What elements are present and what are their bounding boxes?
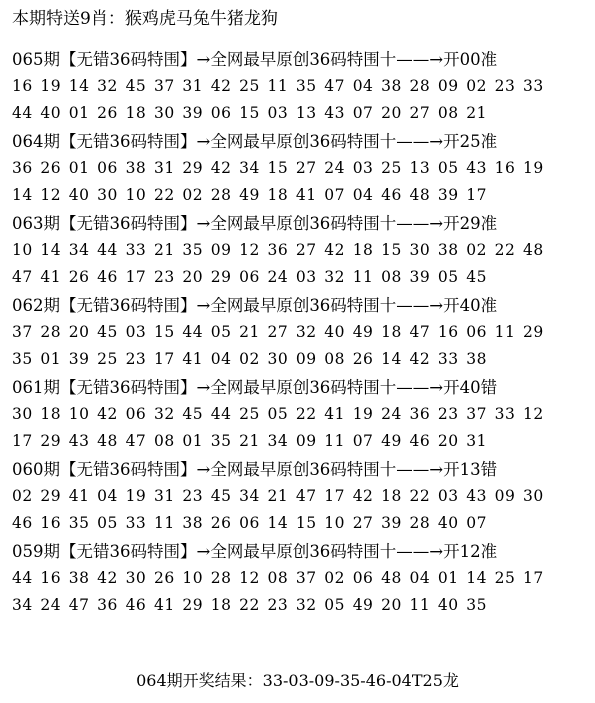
- number-cell: 08: [267, 569, 289, 587]
- number-cell: 11: [267, 77, 289, 95]
- number-cell: 30: [125, 569, 147, 587]
- number-cell: 21: [267, 487, 289, 505]
- number-cell: 11: [494, 323, 516, 341]
- number-cell: 07: [352, 104, 374, 122]
- number-cell: 33: [437, 350, 459, 368]
- number-cell: 11: [352, 268, 374, 286]
- number-cell: 47: [12, 268, 33, 286]
- number-cell: 35: [295, 77, 317, 95]
- number-cell: 37: [153, 77, 175, 95]
- number-cell: 17: [466, 186, 487, 204]
- number-cell: 23: [125, 350, 147, 368]
- number-cell: 36: [409, 405, 431, 423]
- number-cell: 06: [125, 405, 147, 423]
- number-cell: 18: [352, 241, 374, 259]
- number-cell: 49: [381, 432, 402, 450]
- number-cell: 22: [409, 487, 431, 505]
- number-cell: 41: [68, 487, 90, 505]
- number-cell: 49: [239, 186, 260, 204]
- issue-block: [12, 46, 587, 128]
- number-cell: 30: [267, 350, 289, 368]
- number-row: [12, 100, 587, 127]
- number-row: [12, 483, 587, 510]
- number-cell: 09: [437, 77, 459, 95]
- number-row: [12, 510, 587, 537]
- number-row: [12, 237, 587, 264]
- number-cell: 26: [352, 350, 374, 368]
- number-cell: 27: [295, 241, 317, 259]
- number-cell: 17: [523, 569, 544, 587]
- number-cell: 34: [267, 432, 289, 450]
- number-cell: 29: [40, 432, 62, 450]
- number-cell: 29: [182, 596, 204, 614]
- number-cell: 29: [182, 159, 204, 177]
- number-cell: 23: [267, 596, 289, 614]
- number-cell: 14: [267, 514, 289, 532]
- number-cell: 23: [153, 268, 175, 286]
- number-row: [12, 155, 587, 182]
- number-cell: 48: [409, 186, 431, 204]
- number-cell: 33: [125, 241, 147, 259]
- number-cell: 35: [210, 432, 232, 450]
- number-cell: 41: [295, 186, 317, 204]
- number-cell: 46: [12, 514, 33, 532]
- number-cell: 37: [466, 405, 487, 423]
- number-row: [12, 565, 587, 592]
- number-cell: 18: [210, 596, 232, 614]
- number-cell: 40: [68, 186, 90, 204]
- number-cell: 21: [153, 241, 175, 259]
- number-cell: 38: [466, 350, 487, 368]
- number-cell: 36: [267, 241, 289, 259]
- number-cell: 36: [97, 596, 118, 614]
- number-cell: 03: [437, 487, 459, 505]
- number-cell: 40: [437, 514, 459, 532]
- number-cell: 07: [466, 514, 487, 532]
- number-cell: 44: [182, 323, 204, 341]
- number-cell: 01: [68, 159, 90, 177]
- number-cell: 38: [125, 159, 147, 177]
- number-cell: 25: [239, 77, 260, 95]
- number-cell: 08: [153, 432, 175, 450]
- number-cell: 26: [210, 514, 232, 532]
- number-cell: 18: [381, 487, 402, 505]
- number-cell: 05: [437, 159, 459, 177]
- number-cell: 20: [381, 596, 402, 614]
- number-cell: 16: [12, 77, 33, 95]
- number-cell: 47: [68, 596, 90, 614]
- number-cell: 49: [352, 596, 374, 614]
- number-cell: 38: [437, 241, 459, 259]
- number-cell: 14: [40, 241, 62, 259]
- number-cell: 10: [68, 405, 90, 423]
- header-line: 本期特送9肖：猴鸡虎马兔牛猪龙狗: [12, 9, 278, 29]
- number-cell: 30: [153, 104, 175, 122]
- number-cell: 22: [239, 596, 260, 614]
- number-cell: 45: [182, 405, 204, 423]
- number-cell: 24: [40, 596, 62, 614]
- number-cell: 02: [466, 241, 487, 259]
- number-cell: 25: [97, 350, 118, 368]
- number-cell: 14: [381, 350, 402, 368]
- number-cell: 46: [381, 186, 402, 204]
- number-cell: 03: [295, 268, 317, 286]
- number-cell: 32: [295, 596, 317, 614]
- number-cell: 17: [12, 432, 33, 450]
- number-cell: 05: [437, 268, 459, 286]
- number-cell: 43: [466, 159, 487, 177]
- number-cell: 40: [324, 323, 346, 341]
- number-cell: 33: [523, 77, 544, 95]
- number-cell: 19: [352, 405, 374, 423]
- number-cell: 26: [68, 268, 90, 286]
- number-cell: 42: [352, 487, 374, 505]
- number-cell: 27: [267, 323, 289, 341]
- number-cell: 37: [12, 323, 33, 341]
- number-cell: 26: [153, 569, 175, 587]
- number-cell: 03: [125, 323, 147, 341]
- number-cell: 33: [125, 514, 147, 532]
- number-cell: 06: [97, 159, 118, 177]
- number-cell: 13: [295, 104, 317, 122]
- number-cell: 18: [125, 104, 147, 122]
- number-cell: 11: [324, 432, 346, 450]
- number-cell: 12: [239, 569, 260, 587]
- number-cell: 35: [12, 350, 33, 368]
- number-cell: 34: [239, 159, 260, 177]
- number-cell: 16: [40, 569, 62, 587]
- number-cell: 06: [466, 323, 487, 341]
- number-cell: 15: [267, 159, 289, 177]
- number-cell: 08: [324, 350, 346, 368]
- number-cell: 15: [239, 104, 260, 122]
- number-cell: 39: [409, 268, 431, 286]
- number-cell: 02: [12, 487, 33, 505]
- number-cell: 31: [153, 159, 175, 177]
- number-cell: 42: [97, 569, 118, 587]
- number-cell: 27: [409, 104, 431, 122]
- number-cell: 25: [239, 405, 260, 423]
- number-cell: 12: [239, 241, 260, 259]
- number-cell: 46: [97, 268, 118, 286]
- number-cell: 39: [68, 350, 90, 368]
- issue-block: [12, 456, 587, 538]
- number-cell: 25: [494, 569, 516, 587]
- issue-title: 059期【无错36码特围】→全网最早原创36码特围十——→开12准: [12, 542, 498, 561]
- number-cell: 34: [68, 241, 90, 259]
- number-row: [12, 346, 587, 373]
- number-cell: 42: [210, 77, 232, 95]
- number-cell: 26: [40, 159, 62, 177]
- number-cell: 05: [97, 514, 118, 532]
- number-cell: 29: [523, 323, 544, 341]
- number-cell: 42: [97, 405, 118, 423]
- issue-title: 060期【无错36码特围】→全网最早原创36码特围十——→开13错: [12, 460, 498, 479]
- number-cell: 20: [182, 268, 204, 286]
- number-cell: 28: [210, 186, 232, 204]
- number-cell: 38: [381, 77, 402, 95]
- number-cell: 17: [153, 350, 175, 368]
- number-cell: 29: [210, 268, 232, 286]
- number-cell: 38: [182, 514, 204, 532]
- number-cell: 08: [381, 268, 402, 286]
- number-cell: 39: [381, 514, 402, 532]
- issue-title: 064期【无错36码特围】→全网最早原创36码特围十——→开25准: [12, 132, 498, 151]
- number-cell: 28: [409, 77, 431, 95]
- number-cell: 30: [12, 405, 33, 423]
- issue-block: [12, 538, 587, 620]
- number-cell: 47: [125, 432, 147, 450]
- number-cell: 42: [210, 159, 232, 177]
- number-cell: 01: [40, 350, 62, 368]
- number-cell: 01: [437, 569, 459, 587]
- number-cell: 47: [324, 77, 346, 95]
- number-cell: 45: [466, 268, 487, 286]
- number-row: [12, 401, 587, 428]
- number-cell: 18: [381, 323, 402, 341]
- number-cell: 44: [12, 569, 33, 587]
- number-cell: 26: [97, 104, 118, 122]
- number-cell: 09: [494, 487, 516, 505]
- number-cell: 24: [324, 159, 346, 177]
- number-cell: 20: [68, 323, 90, 341]
- draw-result-line: 064期开奖结果：33-03-09-35-46-04T25龙: [136, 671, 459, 690]
- number-cell: 20: [381, 104, 402, 122]
- issue-block: [12, 292, 587, 374]
- number-cell: 07: [352, 432, 374, 450]
- number-cell: 41: [324, 405, 346, 423]
- number-cell: 05: [324, 596, 346, 614]
- number-cell: 09: [295, 350, 317, 368]
- issue-block: [12, 374, 587, 456]
- number-row: [12, 264, 587, 291]
- number-cell: 18: [267, 186, 289, 204]
- number-cell: 45: [97, 323, 118, 341]
- number-cell: 35: [182, 241, 204, 259]
- number-cell: 12: [523, 405, 544, 423]
- number-cell: 20: [437, 432, 459, 450]
- number-cell: 48: [523, 241, 544, 259]
- number-cell: 21: [239, 323, 260, 341]
- number-cell: 41: [153, 596, 175, 614]
- number-cell: 45: [210, 487, 232, 505]
- number-cell: 05: [267, 405, 289, 423]
- number-cell: 08: [437, 104, 459, 122]
- number-cell: 41: [182, 350, 204, 368]
- number-cell: 04: [210, 350, 232, 368]
- number-cell: 15: [153, 323, 175, 341]
- number-row: [12, 319, 587, 346]
- number-cell: 09: [295, 432, 317, 450]
- number-cell: 27: [295, 159, 317, 177]
- number-cell: 10: [12, 241, 33, 259]
- number-cell: 02: [182, 186, 204, 204]
- issue-title: 061期【无错36码特围】→全网最早原创36码特围十——→开40错: [12, 378, 498, 397]
- number-cell: 29: [40, 487, 62, 505]
- number-cell: 47: [409, 323, 431, 341]
- number-cell: 32: [153, 405, 175, 423]
- number-cell: 25: [381, 159, 402, 177]
- number-cell: 21: [239, 432, 260, 450]
- number-cell: 39: [437, 186, 459, 204]
- number-cell: 04: [409, 569, 431, 587]
- number-cell: 40: [40, 104, 62, 122]
- number-cell: 15: [381, 241, 402, 259]
- issue-block: [12, 128, 587, 210]
- number-cell: 10: [182, 569, 204, 587]
- number-cell: 28: [40, 323, 62, 341]
- number-cell: 22: [494, 241, 516, 259]
- number-cell: 06: [352, 569, 374, 587]
- issue-title: 062期【无错36码特围】→全网最早原创36码特围十——→开40准: [12, 296, 498, 315]
- number-cell: 14: [466, 569, 487, 587]
- number-cell: 19: [125, 487, 147, 505]
- number-cell: 24: [381, 405, 402, 423]
- number-cell: 06: [239, 268, 260, 286]
- number-row: [12, 592, 587, 619]
- number-cell: 44: [12, 104, 33, 122]
- number-cell: 43: [466, 487, 487, 505]
- number-cell: 46: [409, 432, 431, 450]
- number-row: [12, 182, 587, 209]
- number-row: [12, 73, 587, 100]
- number-cell: 42: [324, 241, 346, 259]
- number-cell: 44: [210, 405, 232, 423]
- number-cell: 15: [295, 514, 317, 532]
- number-cell: 46: [125, 596, 147, 614]
- number-cell: 19: [523, 159, 544, 177]
- number-cell: 36: [12, 159, 33, 177]
- number-cell: 02: [239, 350, 260, 368]
- number-cell: 01: [182, 432, 204, 450]
- number-cell: 21: [466, 104, 487, 122]
- number-cell: 13: [409, 159, 431, 177]
- number-cell: 23: [182, 487, 204, 505]
- number-cell: 31: [466, 432, 487, 450]
- number-cell: 47: [295, 487, 317, 505]
- number-cell: 16: [437, 323, 459, 341]
- number-cell: 30: [409, 241, 431, 259]
- number-cell: 38: [68, 569, 90, 587]
- number-cell: 17: [125, 268, 147, 286]
- number-cell: 27: [352, 514, 374, 532]
- number-cell: 10: [324, 514, 346, 532]
- number-cell: 34: [239, 487, 260, 505]
- number-cell: 19: [40, 77, 62, 95]
- number-cell: 03: [352, 159, 374, 177]
- number-cell: 32: [324, 268, 346, 286]
- number-cell: 34: [12, 596, 33, 614]
- number-cell: 02: [324, 569, 346, 587]
- number-cell: 09: [210, 241, 232, 259]
- number-row: [12, 428, 587, 455]
- number-cell: 18: [40, 405, 62, 423]
- number-cell: 49: [352, 323, 374, 341]
- number-cell: 06: [210, 104, 232, 122]
- number-cell: 04: [352, 77, 374, 95]
- number-cell: 04: [352, 186, 374, 204]
- number-cell: 01: [68, 104, 90, 122]
- number-cell: 43: [68, 432, 90, 450]
- number-cell: 42: [409, 350, 431, 368]
- number-cell: 39: [182, 104, 204, 122]
- number-cell: 31: [182, 77, 204, 95]
- number-cell: 14: [68, 77, 90, 95]
- number-cell: 22: [295, 405, 317, 423]
- number-cell: 23: [494, 77, 516, 95]
- number-cell: 11: [409, 596, 431, 614]
- number-cell: 43: [324, 104, 346, 122]
- number-cell: 41: [40, 268, 62, 286]
- number-cell: 28: [409, 514, 431, 532]
- number-cell: 35: [68, 514, 90, 532]
- number-cell: 37: [295, 569, 317, 587]
- number-cell: 05: [210, 323, 232, 341]
- number-cell: 45: [125, 77, 147, 95]
- number-cell: 31: [153, 487, 175, 505]
- issue-title: 063期【无错36码特围】→全网最早原创36码特围十——→开29准: [12, 214, 498, 233]
- number-cell: 48: [97, 432, 118, 450]
- number-cell: 03: [267, 104, 289, 122]
- number-cell: 14: [12, 186, 33, 204]
- number-cell: 16: [40, 514, 62, 532]
- number-cell: 30: [97, 186, 118, 204]
- number-cell: 04: [97, 487, 118, 505]
- issue-list: [12, 46, 587, 620]
- issue-title: 065期【无错36码特围】→全网最早原创36码特围十——→开00准: [12, 50, 498, 69]
- number-cell: 44: [97, 241, 118, 259]
- number-cell: 48: [381, 569, 402, 587]
- number-cell: 32: [295, 323, 317, 341]
- number-cell: 22: [153, 186, 175, 204]
- number-cell: 30: [523, 487, 544, 505]
- number-cell: 10: [125, 186, 147, 204]
- number-cell: 23: [437, 405, 459, 423]
- number-cell: 11: [153, 514, 175, 532]
- number-cell: 16: [494, 159, 516, 177]
- number-cell: 24: [267, 268, 289, 286]
- number-cell: 12: [40, 186, 62, 204]
- number-cell: 02: [466, 77, 487, 95]
- number-cell: 07: [324, 186, 346, 204]
- number-cell: 32: [97, 77, 118, 95]
- number-cell: 28: [210, 569, 232, 587]
- number-cell: 35: [466, 596, 487, 614]
- number-cell: 17: [324, 487, 346, 505]
- number-cell: 06: [239, 514, 260, 532]
- number-cell: 33: [494, 405, 516, 423]
- number-cell: 40: [437, 596, 459, 614]
- issue-block: [12, 210, 587, 292]
